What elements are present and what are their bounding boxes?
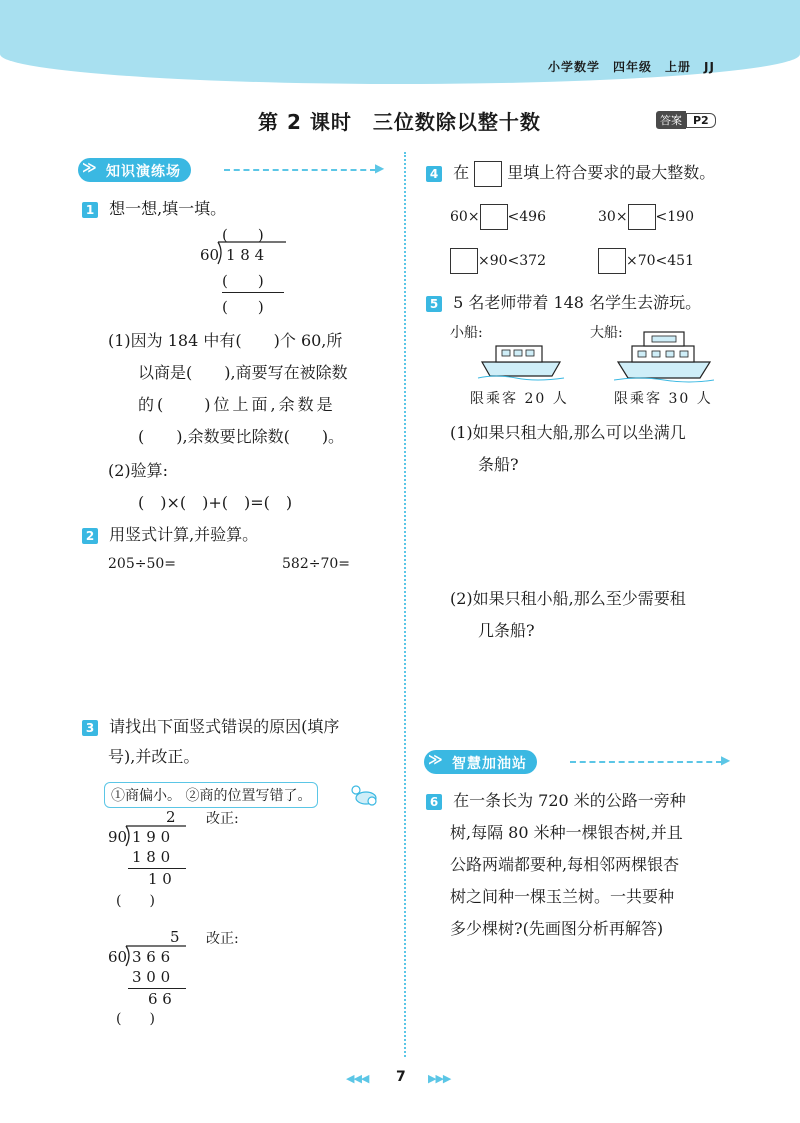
prev-arrows-icon: ◀◀◀ [346,1072,369,1085]
small-boat-capacity: 限乘客 20 人 [470,391,569,407]
question-3 [82,714,339,737]
inequality-1: 60× <496 [450,204,546,230]
division-line-b [128,988,186,989]
division-line [222,292,284,293]
expression-2: 582÷70= [282,556,350,572]
divisor-a: 90 [108,828,128,846]
q1-line-3: 的( )位上面,余数是 [138,395,336,414]
answer-tag[interactable] [656,111,716,129]
answer-page: P2 [686,113,716,128]
banner-dash [570,761,722,763]
answer-box-3[interactable] [450,248,478,274]
question-line-3: 公路两端都要种,每相邻两棵银杏 [450,855,680,874]
reason-blank-b[interactable]: ( ) [116,1011,155,1027]
hint-box: ①商偏小。 ②商的位置写错了。 [104,782,318,808]
q1-line-2: 以商是( ),商要写在被除数 [138,363,348,382]
inequality-2: 30× <190 [598,204,694,230]
product-b: 3 0 0 [132,968,171,986]
banner-pill [424,750,537,774]
column-divider [404,152,406,1057]
question-number: 6 [426,794,442,810]
question-line-2: 树,每隔 80 米种一棵银杏树,并且 [450,823,683,842]
wrong-quotient-a: 2 [166,808,176,826]
answer-box-2[interactable] [628,204,656,230]
arrow-icon: ≫ [428,752,444,768]
series-label: 小学数学 四年级 上册 JJ [548,60,715,74]
q1-line-4: ( ),余数要比除数( )。 [138,427,345,446]
big-boat-label: 大船: [590,325,623,341]
question-prompt-b: 里填上符合要求的最大整数。 [507,163,716,182]
question-number: 5 [426,296,442,312]
question-prompt: 想一想,填一填。 [109,199,227,218]
next-arrows-icon: ▶▶▶ [428,1072,451,1085]
snail-icon [346,780,380,808]
answer-box-1[interactable] [480,204,508,230]
product-blank[interactable]: ( ) [222,272,264,290]
dividend-a: 1 9 0 [132,828,171,846]
question-line-4: 树之间种一棵玉兰树。一共要种 [450,887,675,906]
correction-label-a: 改正: [206,811,239,827]
inequality-3: ×90<372 [450,248,546,274]
question-prompt: 用竖式计算,并验算。 [109,525,259,544]
section-banner-challenge [424,750,734,774]
expression-1: 205÷50= [108,556,176,572]
arrow-right-icon: ▶ [721,753,731,767]
correction-label-b: 改正: [206,931,239,947]
wrong-quotient-b: 5 [170,928,180,946]
section-banner-practice [78,158,388,182]
question-prompt: 请找出下面竖式错误的原因(填序 [109,717,340,736]
small-boat-label: 小船: [450,325,483,341]
q5-sub1-line1: (1)如果只租大船,那么可以坐满几 [450,423,686,442]
quotient-blank[interactable]: ( ) [222,226,264,244]
banner-title: 智慧加油站 [452,756,527,772]
page-number: 7 [396,1069,406,1085]
big-boat-icon [614,322,714,384]
arrow-icon: ≫ [82,160,98,176]
q1-line-1: (1)因为 184 中有( )个 60,所 [108,331,343,350]
question-4 [426,160,715,187]
divisor: 60 [200,246,220,264]
answer-box-4[interactable] [598,248,626,274]
remainder-a: 1 0 [148,870,172,888]
q1-line-5: (2)验算: [108,461,169,480]
answer-box-sample [474,161,502,187]
question-6 [426,788,686,811]
question-prompt-a: 在 [453,163,470,182]
q5-sub2-line1: (2)如果只租小船,那么至少需要租 [450,589,686,608]
question-2 [82,522,258,545]
dividend: 1 8 4 [226,246,265,264]
question-prompt-2: 号),并改正。 [108,747,200,766]
remainder-blank[interactable]: ( ) [222,298,264,316]
banner-pill [78,158,191,182]
remainder-b: 6 6 [148,990,172,1008]
question-line-1: 在一条长为 720 米的公路一旁种 [453,791,686,810]
dividend-b: 3 6 6 [132,948,171,966]
question-number: 1 [82,202,98,218]
page-title: 第 2 课时 三位数除以整十数 [258,110,541,134]
small-boat-icon [476,332,566,382]
arrow-right-icon: ▶ [375,161,385,175]
banner-dash [224,169,376,171]
question-5 [426,290,701,313]
q5-sub1-line2: 条船? [478,455,519,474]
big-boat-capacity: 限乘客 30 人 [614,391,713,407]
divisor-b: 60 [108,948,128,966]
reason-blank-a[interactable]: ( ) [116,893,155,909]
question-number: 3 [82,720,98,736]
inequality-4: ×70<451 [598,248,694,274]
banner-title: 知识演练场 [106,164,181,180]
question-1 [82,196,226,219]
answer-label: 答案 [656,111,686,129]
check-formula[interactable]: ( )×( )+( )=( ) [138,493,293,512]
q5-sub2-line2: 几条船? [478,621,535,640]
product-a: 1 8 0 [132,848,171,866]
division-line-a [128,868,186,869]
question-line-5: 多少棵树?(先画图分析再解答) [450,919,664,938]
question-prompt: 5 名老师带着 148 名学生去游玩。 [453,293,702,312]
question-number: 4 [426,166,442,182]
question-number: 2 [82,528,98,544]
